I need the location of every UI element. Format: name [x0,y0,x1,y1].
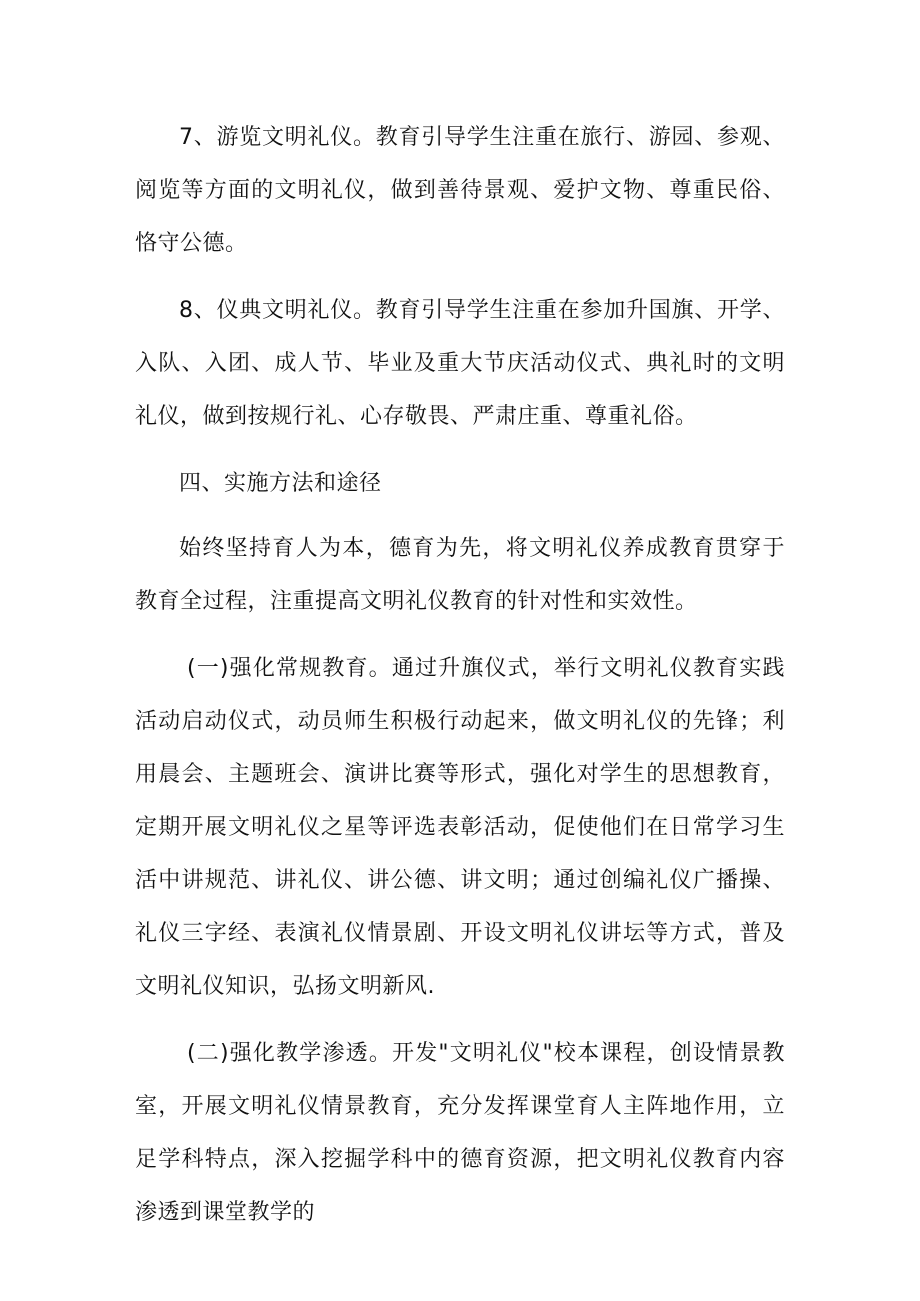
paragraph-tourism-etiquette: 7、游览文明礼仪。教育引导学生注重在旅行、游园、参观、阅览等方面的文明礼仪，做到善待景观、爱护文物、尊重民俗、恪守公德。 [135,125,785,256]
paragraph-ceremony-etiquette: 8、仪典文明礼仪。教育引导学生注重在参加升国旗、开学、入队、入团、成人节、毕业及重大节庆活动仪式、典礼时的文明礼仪，做到按规行礼、心存敬畏、严肃庄重、尊重礼俗。 [135,298,785,429]
paragraph-routine-education: (一)强化常规教育。通过升旗仪式，举行文明礼仪教育实践活动启动仪式，动员师生积极行动起来，做文明礼仪的先锋；利用晨会、主题班会、演讲比赛等形式，强化对学生的思想教育，定期开展文明礼仪之星等评选表彰活动，促使他们在日常学习生活中讲规范、讲礼仪、讲公德、讲文明；通过创编礼仪广播操、礼仪三字经、表演礼仪情景剧、开设文明礼仪讲坛等方式，普及文明礼仪知识，弘扬文明新风. [135,656,785,999]
document-body [135,111,785,1253]
paragraph-methods-intro: 始终坚持育人为本，德育为先，将文明礼仪养成教育贯穿于教育全过程，注重提高文明礼仪教育的针对性和实效性。 [135,536,785,614]
paragraph-teaching-infiltration: (二)强化教学渗透。开发"文明礼仪"校本课程，创设情景教室，开展文明礼仪情景教育，充分发挥课堂育人主阵地作用，立足学科特点，深入挖掘学科中的德育资源，把文明礼仪教育内容渗透到课堂教学的 [135,1041,785,1225]
section-heading-methods: 四、实施方法和途径 [179,471,382,496]
